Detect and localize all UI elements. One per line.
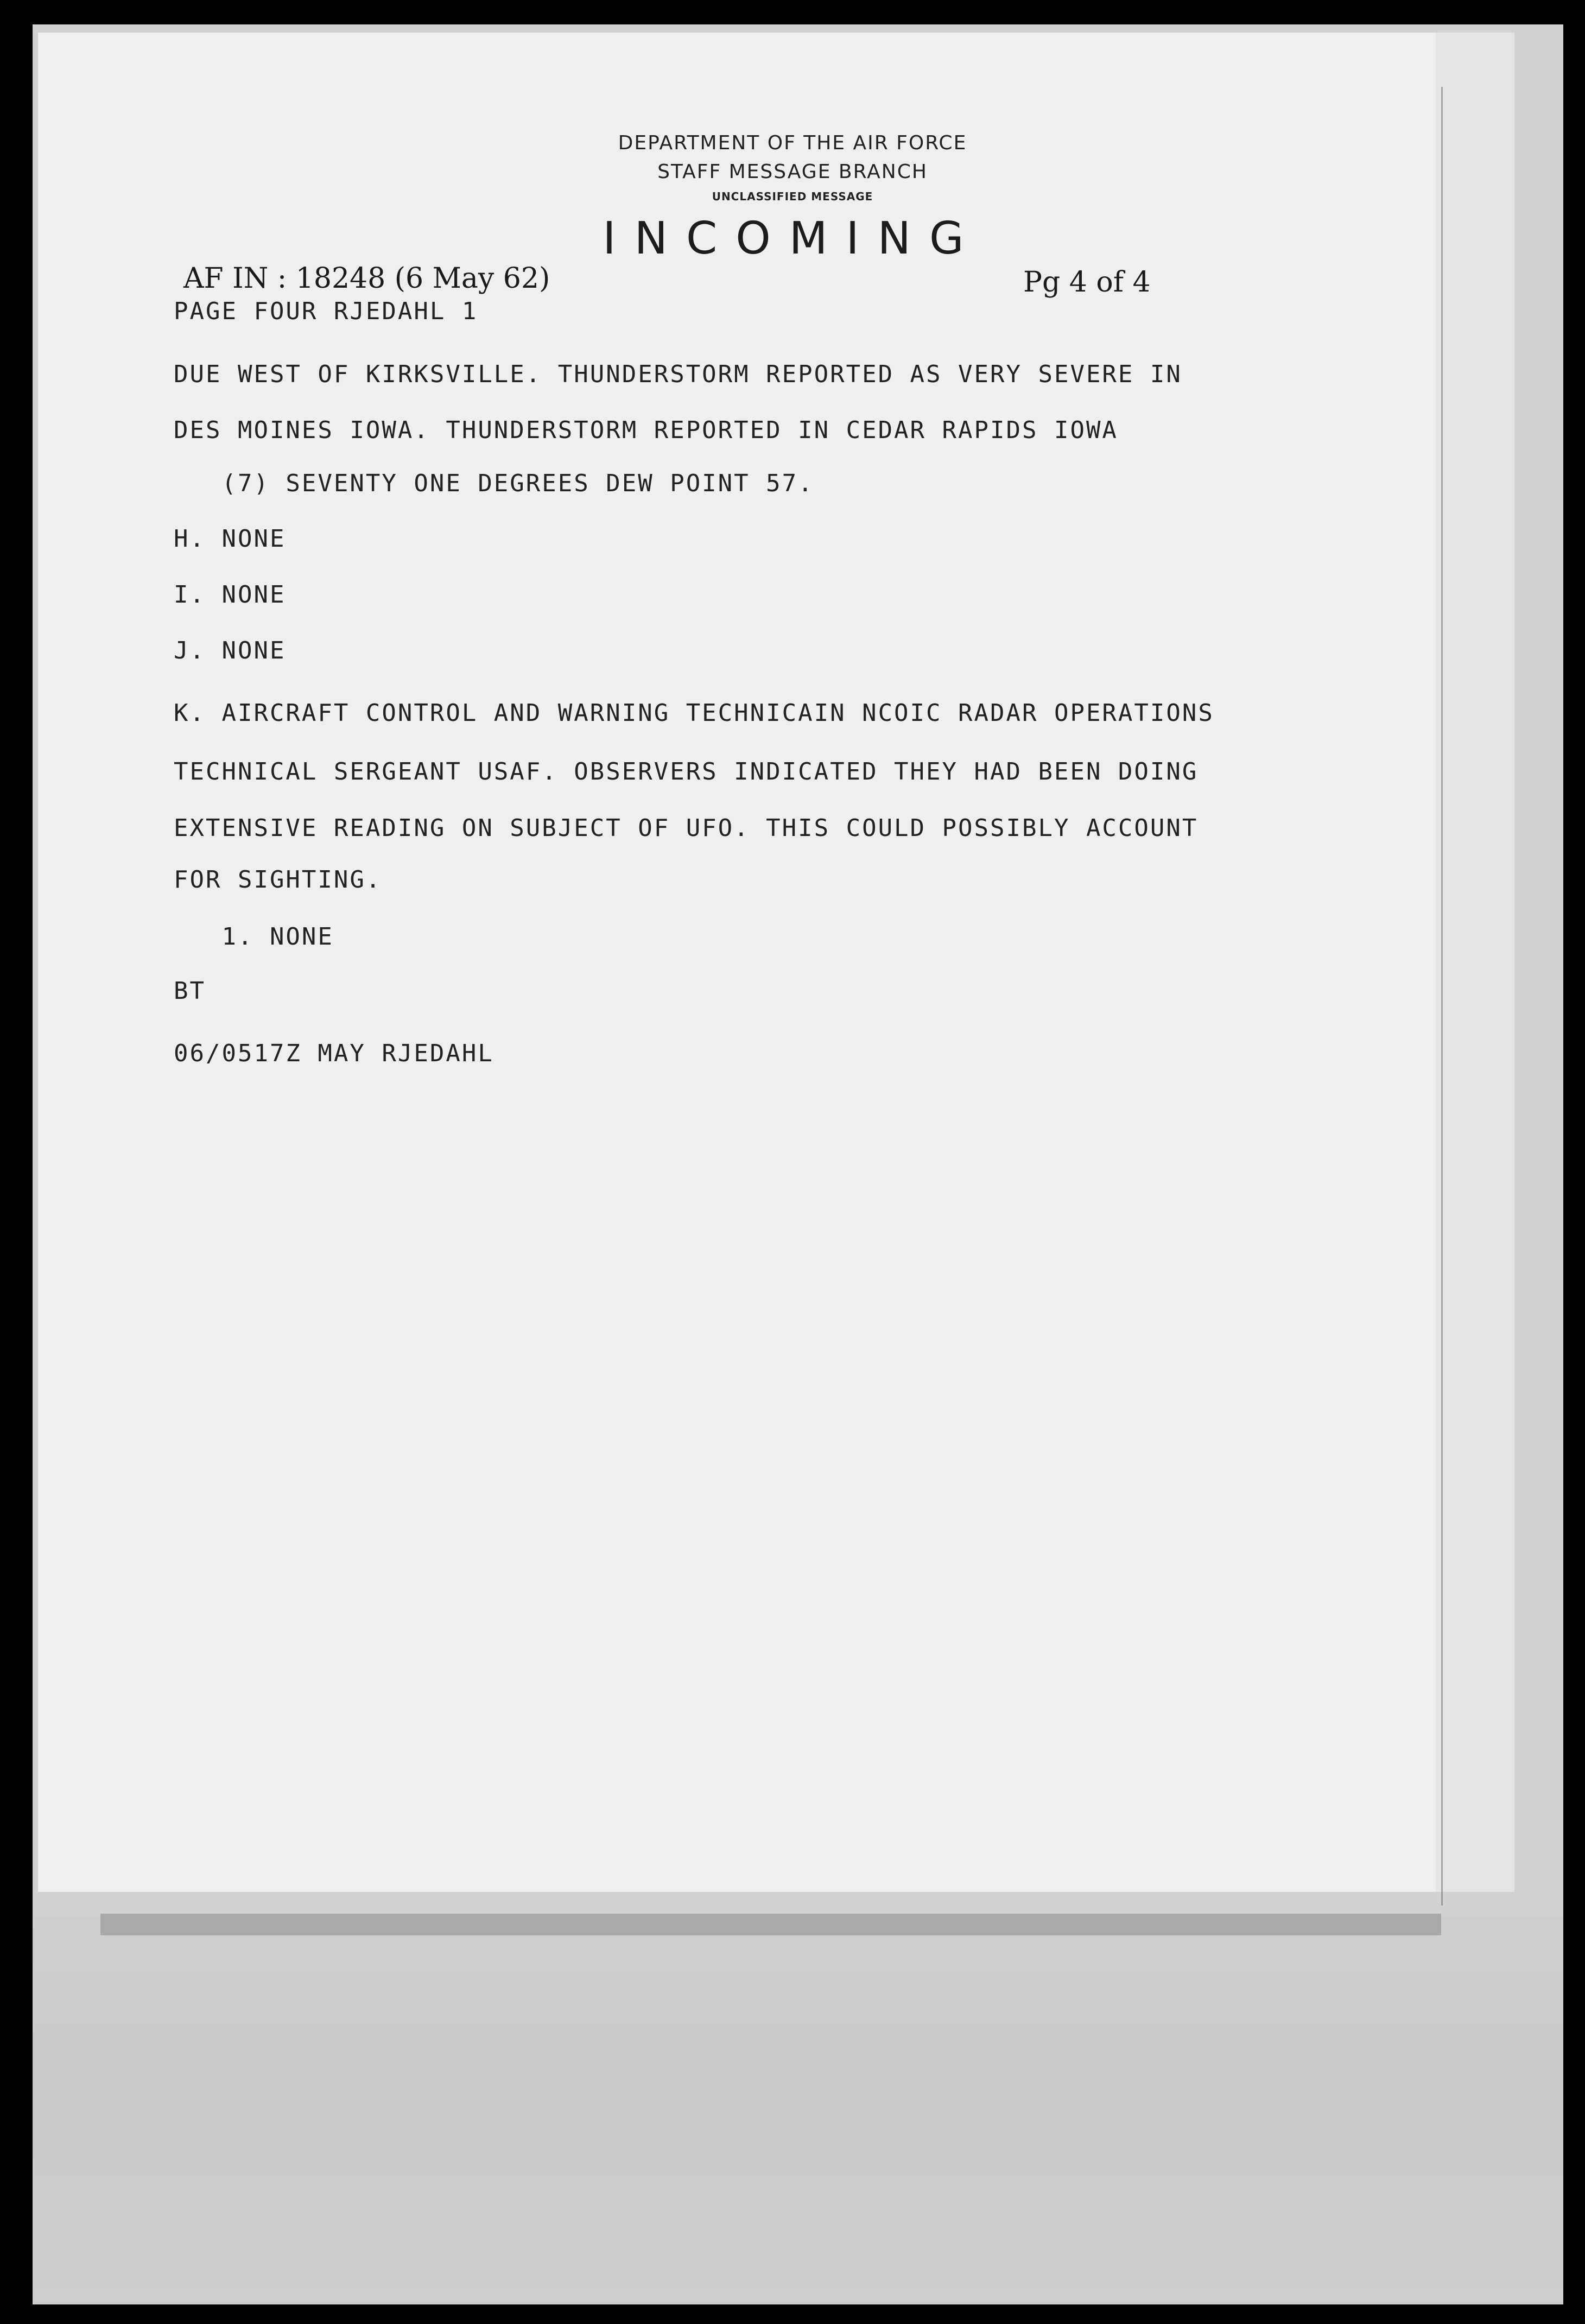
message-line: FOR SIGHTING. bbox=[174, 866, 382, 894]
message-line: DES MOINES IOWA. THUNDERSTORM REPORTED IN CEDAR RAPIDS IOWA bbox=[174, 416, 1118, 444]
incoming-title: INCOMING bbox=[603, 213, 982, 264]
message-line: BT bbox=[174, 977, 206, 1005]
message-line: TECHNICAL SERGEANT USAF. OBSERVERS INDICATED THEY HAD BEEN DOING bbox=[174, 758, 1199, 786]
message-line: K. AIRCRAFT CONTROL AND WARNING TECHNICAIN NCOIC RADAR OPERATIONS bbox=[174, 699, 1214, 727]
message-line: H. NONE bbox=[174, 525, 286, 553]
message-id: AF IN : 18248 (6 May 62) bbox=[183, 262, 550, 295]
message-line: PAGE FOUR RJEDAHL 1 bbox=[174, 297, 478, 325]
scan-lower-area bbox=[33, 1916, 1563, 2304]
page-right-margin bbox=[1436, 33, 1514, 1892]
page-edge-line bbox=[1441, 87, 1443, 1905]
message-line: (7) SEVENTY ONE DEGREES DEW POINT 57. bbox=[174, 470, 814, 497]
department-heading: DEPARTMENT OF THE AIR FORCE bbox=[618, 132, 967, 154]
page-number: Pg 4 of 4 bbox=[1023, 266, 1151, 299]
message-line: 06/0517Z MAY RJEDAHL bbox=[174, 1040, 494, 1067]
page-shadow bbox=[100, 1914, 1441, 1935]
message-line: I. NONE bbox=[174, 581, 286, 609]
message-line: DUE WEST OF KIRKSVILLE. THUNDERSTORM REPORTED AS VERY SEVERE IN bbox=[174, 360, 1182, 388]
message-line: 1. NONE bbox=[174, 923, 334, 951]
message-line: EXTENSIVE READING ON SUBJECT OF UFO. THIS COULD POSSIBLY ACCOUNT bbox=[174, 814, 1199, 842]
classification-label: UNCLASSIFIED MESSAGE bbox=[712, 190, 873, 203]
branch-heading: STAFF MESSAGE BRANCH bbox=[657, 161, 928, 183]
message-line: J. NONE bbox=[174, 637, 286, 664]
